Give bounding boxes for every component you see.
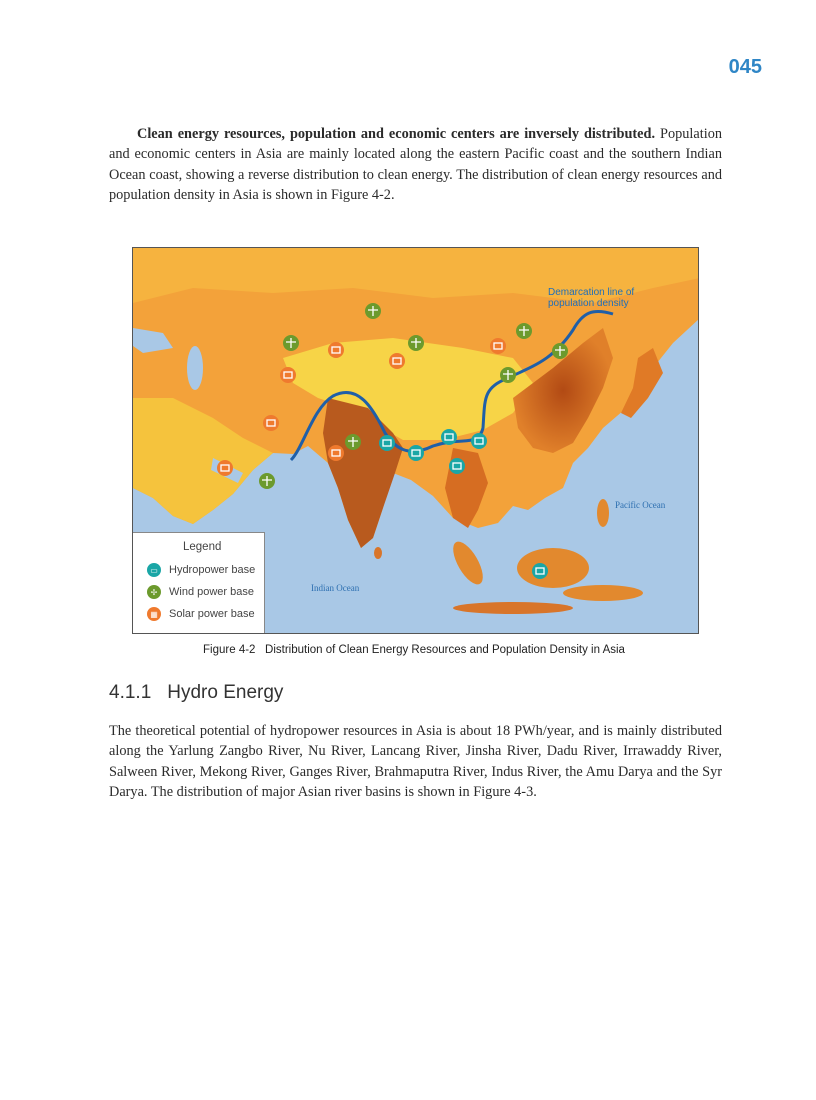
demarcation-label-line2: population density bbox=[548, 298, 629, 309]
intro-body: Population and economic centers in Asia are mainly located along the eastern Pacific coast and the southern Indian Ocean coast, showing a reverse distribution to clean energy. The distribution of clean energy resources and population density in Asia is shown in Figure 4-2. bbox=[109, 126, 722, 203]
legend-item-solar bbox=[147, 607, 255, 621]
legend-label: Hydropower base bbox=[169, 564, 256, 576]
legend-label: Wind power base bbox=[169, 586, 254, 598]
solar-panel-icon: ▦ bbox=[147, 607, 161, 621]
borneo bbox=[517, 548, 589, 588]
legend-item-wind bbox=[147, 585, 254, 599]
solar-panel-icon bbox=[328, 342, 344, 358]
map-legend bbox=[133, 532, 265, 633]
hydropower-icon bbox=[408, 445, 424, 461]
legend-title: Legend bbox=[183, 541, 222, 553]
figure-caption bbox=[0, 644, 816, 656]
section-title: Hydro Energy bbox=[167, 682, 284, 703]
wind-turbine-icon: ✢ bbox=[147, 585, 161, 599]
solar-panel-icon bbox=[263, 415, 279, 431]
intro-lead: Clean energy resources, population and economic centers are inversely distributed. bbox=[137, 126, 656, 142]
legend-label: Solar power base bbox=[169, 608, 255, 620]
legend-item-hydropower bbox=[147, 563, 255, 577]
hydropower-icon bbox=[441, 429, 457, 445]
demarcation-label-line1: Demarcation line of bbox=[548, 287, 635, 298]
hydropower-icon bbox=[532, 563, 548, 579]
asia-energy-map-figure bbox=[132, 247, 699, 634]
caption-number: Figure 4-2 bbox=[203, 644, 256, 656]
solar-panel-icon bbox=[490, 338, 506, 354]
indian-ocean-label: Indian Ocean bbox=[311, 583, 360, 593]
section-heading bbox=[109, 682, 283, 704]
section-paragraph: The theoretical potential of hydropower resources in Asia is about 18 PWh/year, and is mainly distributed along the Yarlung Zangbo River, Nu River, Lancang River, Jinsha River, Dadu River, Irrawaddy River, Salween River, Mekong River, Ganges River, Brahmaputra River, Indus River, the Amu Darya and the Syr Darya. The distribution of major Asian river basins is shown in Figure 4-3. bbox=[109, 723, 722, 800]
intro-paragraph bbox=[109, 124, 722, 205]
hydropower-icon bbox=[449, 458, 465, 474]
solar-panel-icon bbox=[389, 353, 405, 369]
solar-panel-icon bbox=[217, 460, 233, 476]
solar-panel-icon bbox=[280, 367, 296, 383]
caption-text: Distribution of Clean Energy Resources and Population Density in Asia bbox=[265, 644, 625, 656]
page-number: 045 bbox=[728, 56, 762, 78]
hydropower-icon: ▭ bbox=[147, 563, 161, 577]
hydropower-icon bbox=[379, 435, 395, 451]
hydropower-icon bbox=[471, 433, 487, 449]
pacific-ocean-label: Pacific Ocean bbox=[615, 500, 666, 510]
section-number: 4.1.1 bbox=[109, 682, 152, 703]
solar-panel-icon bbox=[328, 445, 344, 461]
caspian-sea bbox=[187, 346, 203, 390]
